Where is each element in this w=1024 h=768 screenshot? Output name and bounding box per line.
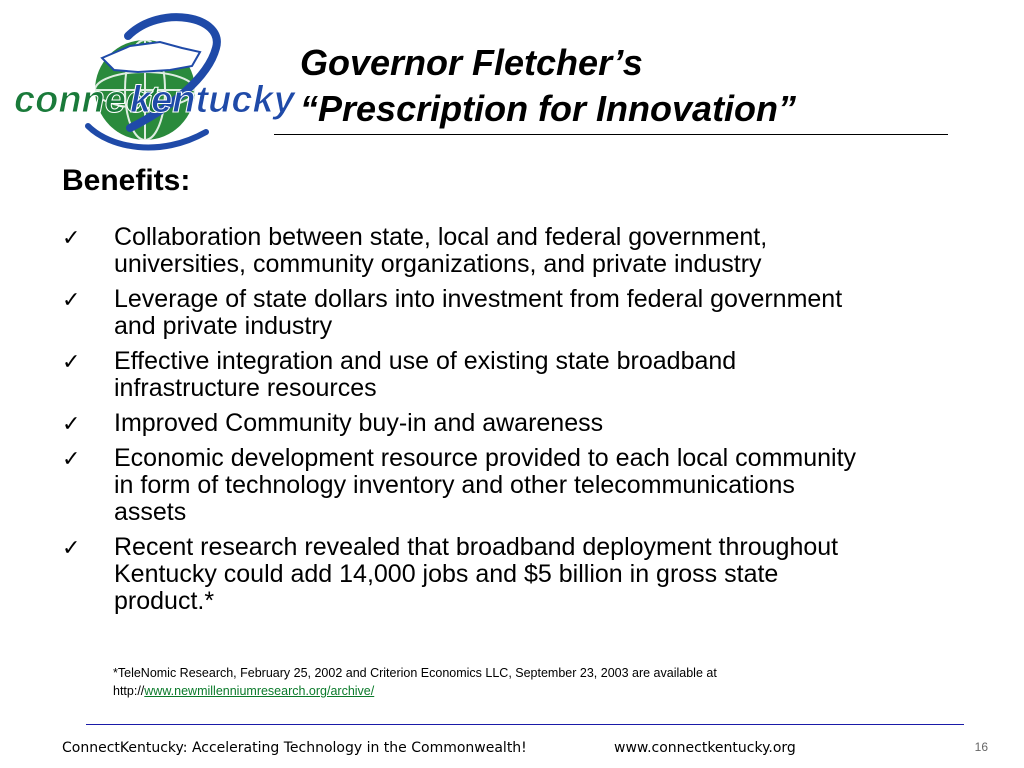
list-item-line: in form of technology inventory and other telecommunications bbox=[114, 471, 795, 499]
title-line-1: Governor Fletcher’s bbox=[300, 42, 643, 83]
page-number: 16 bbox=[974, 740, 988, 754]
list-item-line: Recent research revealed that broadband deployment throughout bbox=[114, 533, 839, 561]
check-icon: ✓ bbox=[62, 446, 81, 471]
logo-text-connect: connect bbox=[14, 79, 160, 121]
footer-url: www.connectkentucky.org bbox=[614, 740, 796, 756]
footnote-text: *TeleNomic Research, February 25, 2002 and Criterion Economics LLC, September 23, 2003 are available at bbox=[113, 666, 717, 680]
connectkentucky-logo bbox=[10, 8, 295, 158]
check-icon: ✓ bbox=[62, 225, 81, 250]
benefits-heading: Benefits: bbox=[62, 164, 191, 197]
logo-text-kentucky: kentucky bbox=[130, 79, 295, 121]
list-item-line: Collaboration between state, local and federal government, bbox=[114, 223, 768, 251]
benefits-list bbox=[62, 224, 982, 623]
list-item-line: Economic development resource provided to each local community bbox=[114, 444, 857, 472]
list-item bbox=[62, 286, 982, 340]
footnote bbox=[113, 664, 933, 700]
footer-tagline: ConnectKentucky: Accelerating Technology in the Commonwealth! bbox=[62, 740, 527, 756]
globe-kentucky-logo-icon bbox=[10, 8, 295, 158]
footer-divider bbox=[86, 724, 964, 725]
title-divider bbox=[274, 134, 948, 135]
list-item-line: infrastructure resources bbox=[114, 374, 377, 402]
list-item bbox=[62, 348, 982, 402]
list-item-line: product.* bbox=[114, 587, 215, 615]
list-item-line: Effective integration and use of existing state broadband bbox=[114, 347, 737, 375]
footnote-link-line bbox=[113, 682, 933, 700]
footnote-link-prefix: http:// bbox=[113, 684, 145, 698]
list-item-line: Kentucky could add 14,000 jobs and $5 billion in gross state bbox=[114, 560, 779, 588]
slide-title bbox=[300, 40, 940, 132]
list-item bbox=[62, 224, 982, 278]
check-icon: ✓ bbox=[62, 287, 81, 312]
list-item bbox=[62, 534, 982, 615]
list-item-line: Improved Community buy-in and awareness bbox=[114, 409, 604, 437]
list-item-line: assets bbox=[114, 498, 187, 526]
check-icon: ✓ bbox=[62, 411, 81, 436]
check-icon: ✓ bbox=[62, 349, 81, 374]
title-line-2: “Prescription for Innovation” bbox=[300, 88, 797, 129]
list-item-line: Leverage of state dollars into investment from federal government bbox=[114, 285, 843, 313]
list-item-line: and private industry bbox=[114, 312, 333, 340]
list-item bbox=[62, 445, 982, 526]
check-icon: ✓ bbox=[62, 535, 81, 560]
research-archive-link[interactable]: www.newmillenniumresearch.org/archive/ bbox=[144, 684, 375, 698]
list-item bbox=[62, 410, 982, 437]
list-item-line: universities, community organizations, and private industry bbox=[114, 250, 762, 278]
